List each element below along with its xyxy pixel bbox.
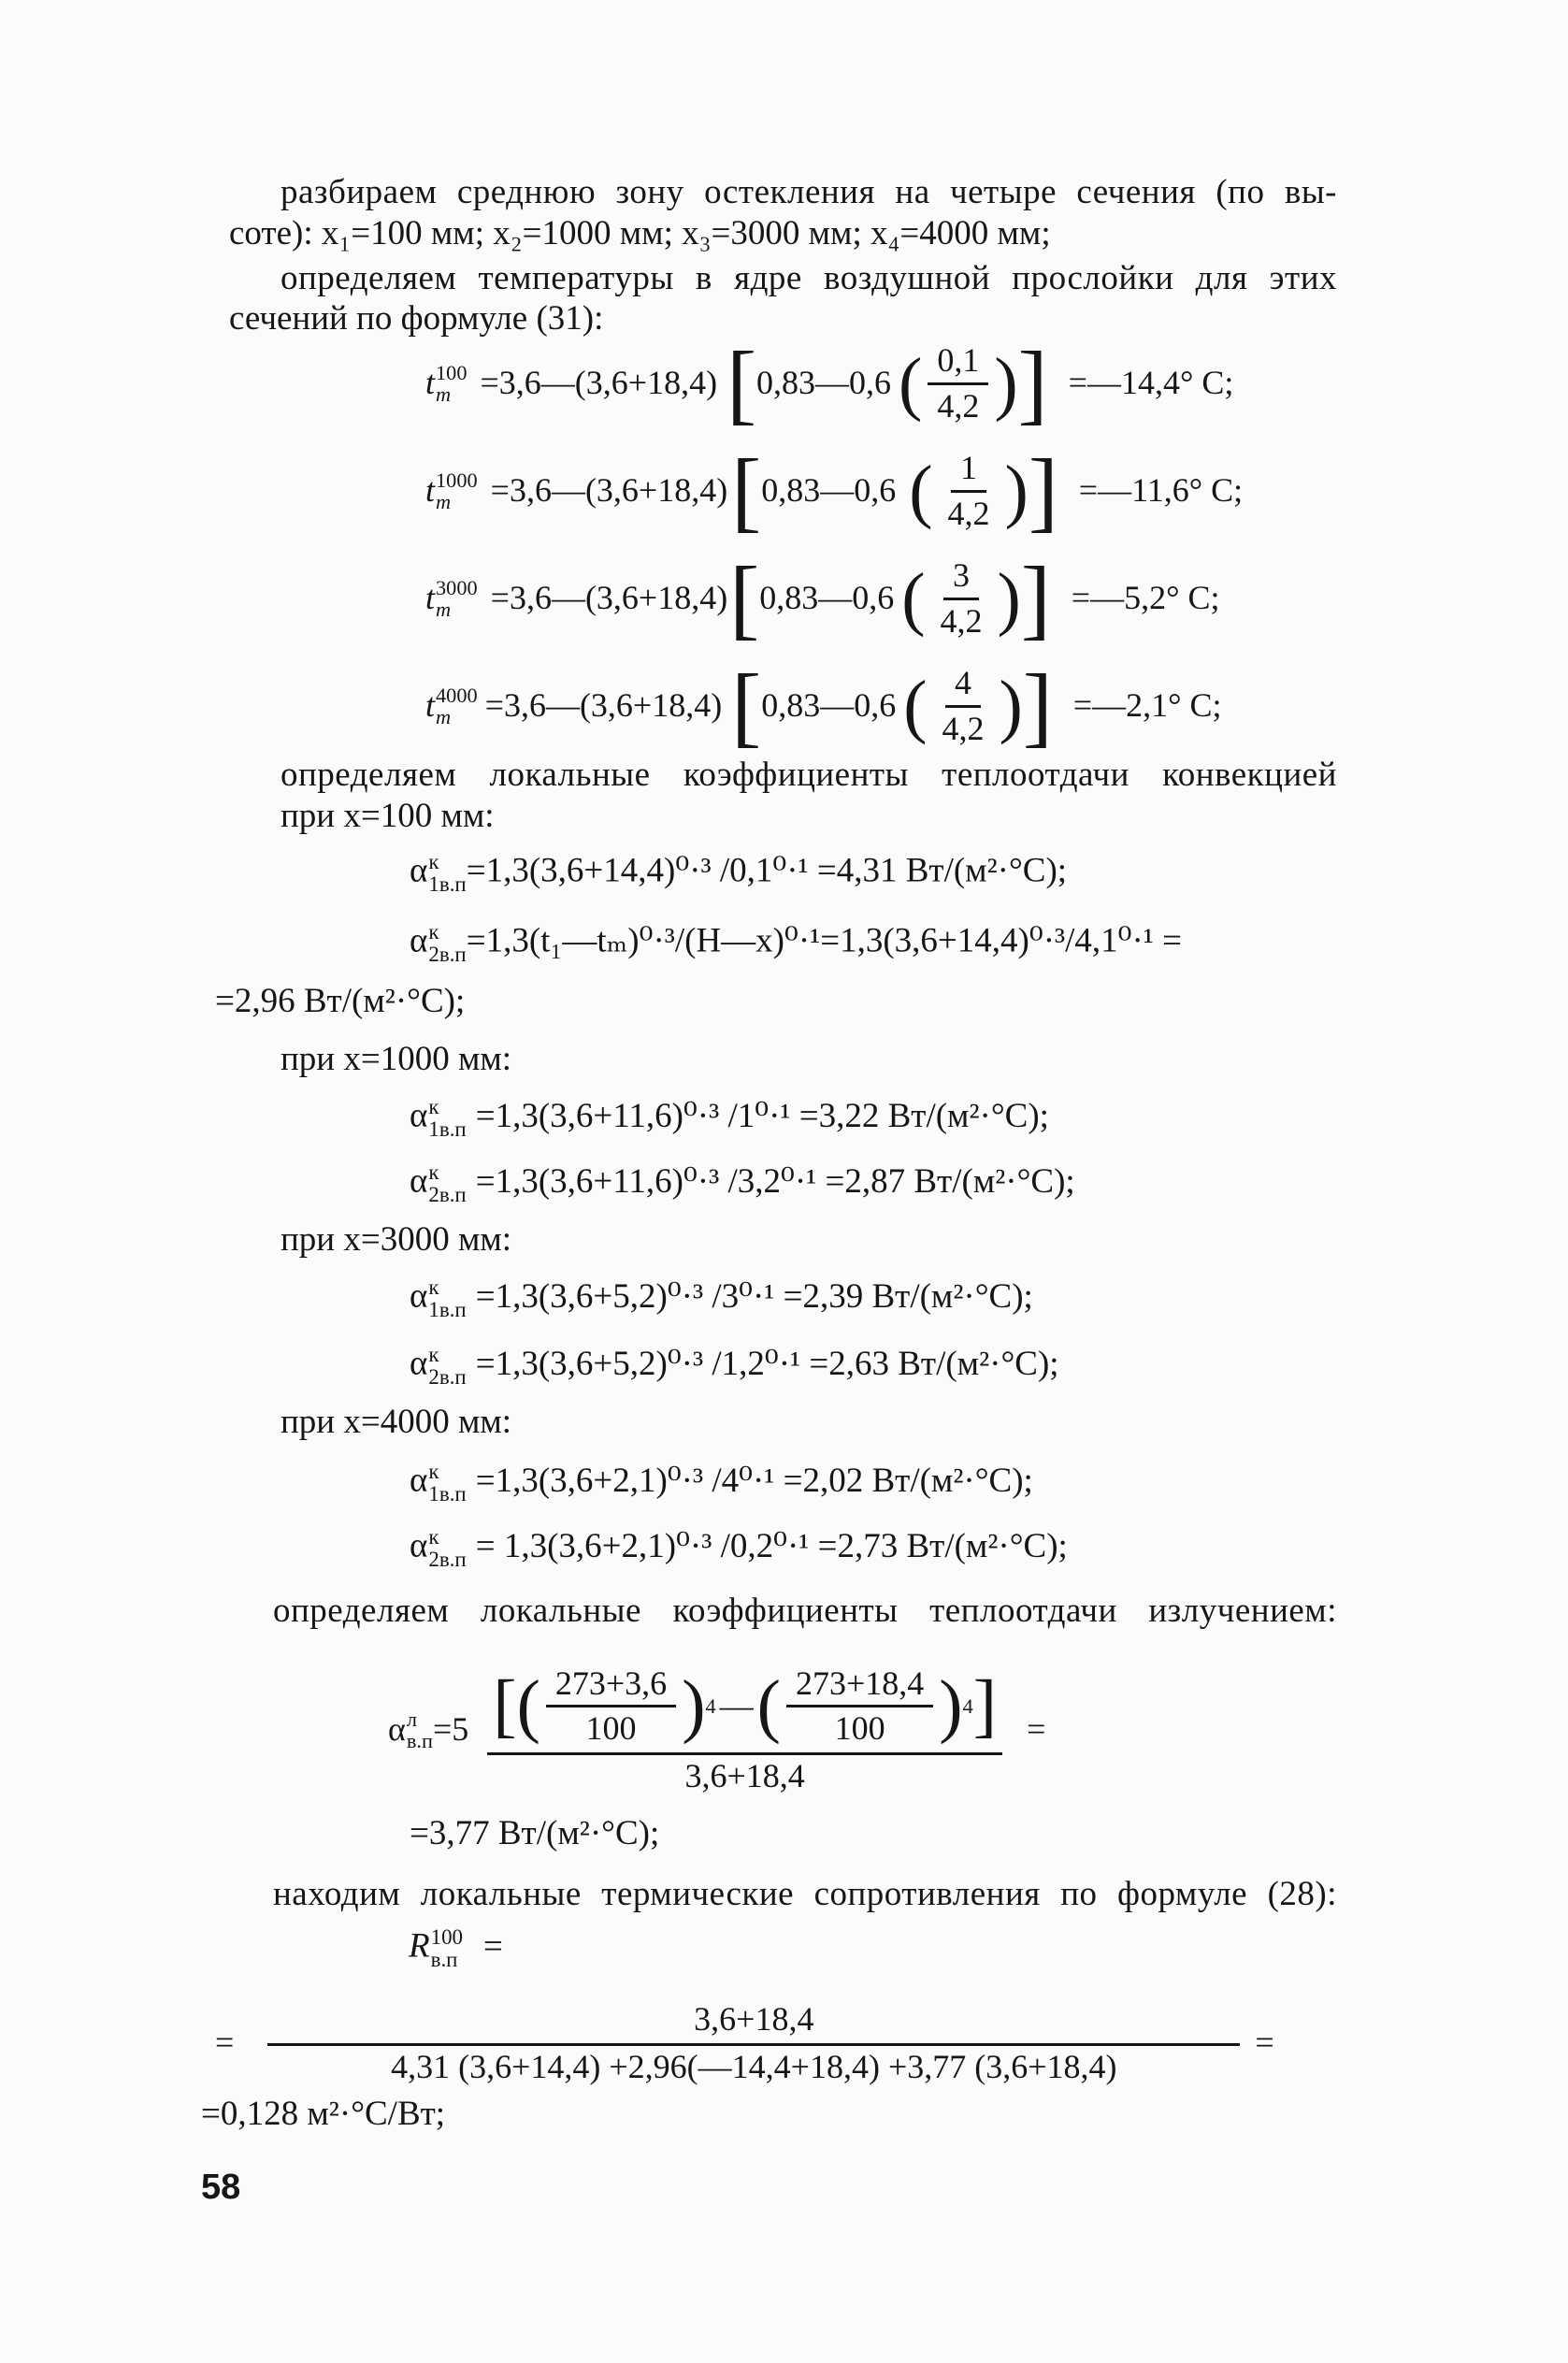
resistance-symbol: R 100 в.п = (409, 1925, 503, 1972)
page-number: 58 (201, 2168, 241, 2207)
temperature-formula-2: t 1000 m =3,6—(3,6+18,4) [ 0,83—0,6 ( $\frac{1}{4,2}$ ) ] =—11,6° C; (425, 439, 1244, 540)
alpha-formula: α к 2в.п = 1,3(3,6+2,1)⁰·³ /0,2⁰·¹ =2,73 Вт/(м²·°C); (410, 1525, 1068, 1572)
paragraph-line: определяем локальные коэффициенты теплоотдачи излучением: (273, 1592, 1337, 1630)
radiation-formula: α л в.п =5 [ ( $\frac{273+3,6}{100}$ ) 4 — ( $\frac{273+18,4}{100}$ ) 4 ] 3,6+18,4 = (388, 1664, 1046, 1794)
temperature-formula-3: t 3000 m =3,6—(3,6+18,4) [ 0,83—0,6 ( $\frac{3}{4,2}$ ) ] =—5,2° C; (425, 547, 1220, 648)
temperature-formula-1: t 100 m =3,6—(3,6+18,4) [ 0,83—0,6 ( $\frac{0,1}{4,2}$ ) ] =—14,4° C; (425, 332, 1234, 433)
alpha-formula: α к 2в.п =1,3(3,6+5,2)⁰·³ /1,2⁰·¹ =2,63 Вт/(м²·°C); (410, 1343, 1059, 1390)
alpha-formula: α к 1в.п =1,3(3,6+11,6)⁰·³ /1⁰·¹ =3,22 Вт/(м²·°C); (410, 1095, 1049, 1142)
formula-continuation: =0,128 м²·°C/Вт; (201, 2095, 446, 2133)
paragraph-line: при x=3000 мм: (281, 1220, 512, 1259)
temperature-formula-4: t 4000 m =3,6—(3,6+18,4) [ 0,83—0,6 ( $\frac{4}{4,2}$ ) ] =—2,1° C; (425, 655, 1222, 756)
paragraph-line: при x=100 мм: (281, 797, 495, 835)
paragraph-line: определяем температуры в ядре воздушной прослойки для этих (281, 259, 1337, 297)
alpha-formula: α к 2в.п =1,3(3,6+11,6)⁰·³ /3,2⁰·¹ =2,87 Вт/(м²·°C); (410, 1160, 1075, 1207)
alpha-formula: α к 2в.п =1,3(t₁—tₘ)⁰·³/(H—x)⁰·¹=1,3(3,6+14,4)⁰·³/4,1⁰·¹ = (410, 920, 1183, 967)
paragraph-line: соте): x₁=100 мм; x₂=1000 мм; x₃=3000 мм; x₄=4000 мм; (229, 214, 1051, 252)
alpha-formula: α к 1в.п =1,3(3,6+5,2)⁰·³ /3⁰·¹ =2,39 Вт/(м²·°C); (410, 1275, 1033, 1322)
paragraph-line: при x=1000 мм: (281, 1040, 512, 1078)
alpha-formula: α к 1в.п =1,3(3,6+2,1)⁰·³ /4⁰·¹ =2,02 Вт/(м²·°C); (410, 1460, 1033, 1506)
paragraph-line: сечений по формуле (31): (229, 299, 604, 338)
alpha-formula: α к 1в.п =1,3(3,6+14,4)⁰·³ /0,1⁰·¹ =4,31 Вт/(м²·°C); (410, 850, 1068, 897)
formula-continuation: =3,77 Вт/(м²·°C); (410, 1814, 660, 1852)
paragraph-line: определяем локальные коэффициенты теплоотдачи конвекцией (281, 756, 1337, 794)
paragraph-line: находим локальные термические сопротивления по формуле (28): (273, 1875, 1337, 1913)
paragraph-line: при x=4000 мм: (281, 1403, 512, 1441)
resistance-formula: = $\frac{3,6+18,4}{4,31 (3,6+14,4) +2,96(—14,4+18,4) +3,77 (3,6+18,4)}$ = (215, 2000, 1274, 2085)
formula-continuation: =2,96 Вт/(м²·°C); (215, 982, 466, 1020)
paragraph-line: разбираем среднюю зону остекления на четыре сечения (по вы- (281, 173, 1337, 211)
